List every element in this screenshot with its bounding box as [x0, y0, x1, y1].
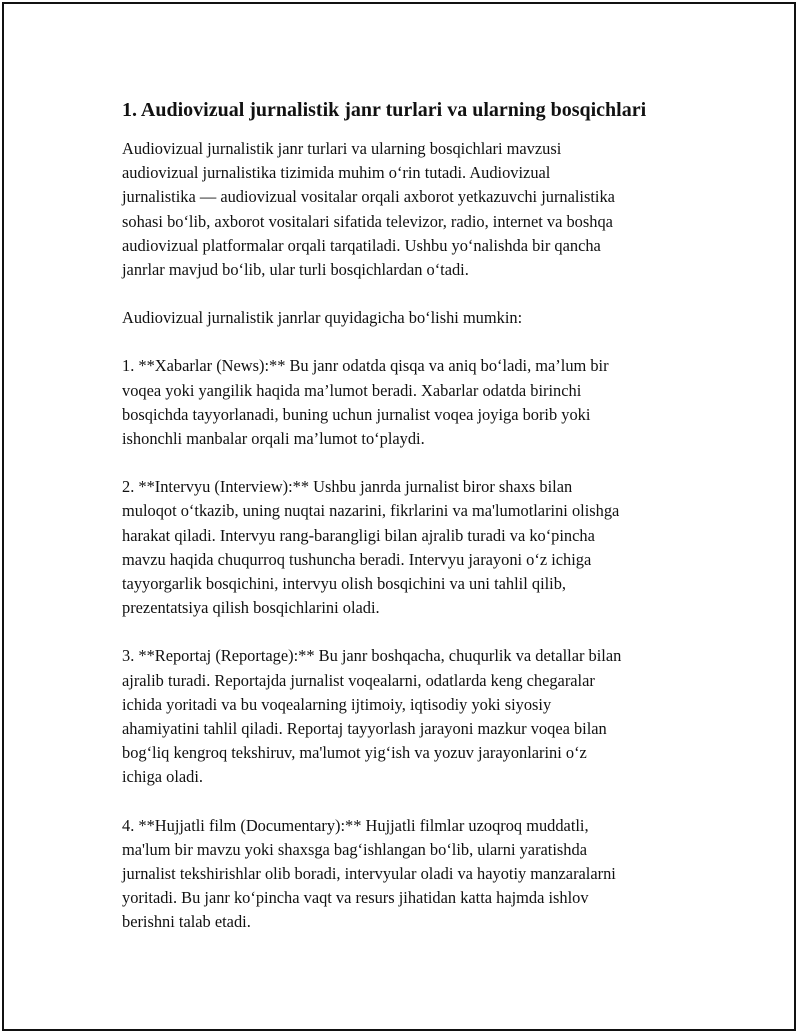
text-line: ajralib turadi. Reportajda jurnalist voqealarni, odatlarda keng chegaralar — [122, 670, 595, 690]
text-line: ishonchli manbalar orqali ma’lumot to‘playdi. — [122, 429, 425, 449]
text-line: prezentatsiya qilish bosqichlarini oladi. — [122, 598, 380, 618]
text-line: ichida yoritadi va bu voqealarning ijtimoiy, iqtisodiy yoki siyosiy — [122, 694, 552, 714]
text-line: bosqichda tayyorlanadi, buning uchun jurnalist voqea joyiga borib yoki — [122, 404, 591, 424]
paragraph-intro — [122, 137, 702, 282]
paragraph-news — [122, 354, 702, 451]
page-frame — [2, 2, 796, 1031]
text-line: ichiga oladi. — [122, 767, 204, 787]
text-line: yoritadi. Bu janr ko‘pincha vaqt va resurs jihatidan katta hajmda ishlov — [122, 888, 589, 908]
text-line: 4. **Hujjatli film (Documentary):** Hujjatli filmlar uzoqroq muddatli, — [122, 815, 589, 835]
text-line: tayyorgarlik bosqichini, intervyu olish bosqichini va uni tahlil qilib, — [122, 574, 567, 594]
paragraph-genre-list-intro — [122, 306, 702, 330]
text-line: 2. **Intervyu (Interview):** Ushbu janrda jurnalist biror shaxs bilan — [122, 477, 573, 497]
text-line: jurnalistika — audiovizual vositalar orqali axborot yetkazuvchi jurnalistika — [122, 187, 615, 207]
text-line: audiovizual platformalar orqali tarqatiladi. Ushbu yo‘nalishda bir qancha — [122, 235, 601, 255]
text-line: sohasi bo‘lib, axborot vositalari sifatida televizor, radio, internet va boshqa — [122, 211, 613, 231]
text-line: ahamiyatini tahlil qiladi. Reportaj tayyorlash jarayoni mazkur voqea bilan — [122, 719, 607, 739]
text-line: harakat qiladi. Intervyu rang-barangligi bilan ajralib turadi va ko‘pincha — [122, 525, 595, 545]
text-line: audiovizual jurnalistika tizimida muhim o‘rin tutadi. Audiovizual — [122, 163, 551, 183]
text-line: 1. **Xabarlar (News):** Bu janr odatda qisqa va aniq bo‘ladi, ma’lum bir — [122, 356, 609, 376]
text-line: jurnalist tekshirishlar olib boradi, intervyular oladi va hayotiy manzaralarni — [122, 864, 616, 884]
document-body — [122, 97, 702, 959]
text-line: janrlar mavjud bo‘lib, ular turli bosqichlardan o‘tadi. — [122, 260, 469, 280]
text-line: voqea yoki yangilik haqida ma’lumot beradi. Xabarlar odatda birinchi — [122, 380, 582, 400]
text-line: ma'lum bir mavzu yoki shaxsga bag‘ishlangan bo‘lib, ularni yaratishda — [122, 839, 587, 859]
text-line: mavzu haqida chuqurroq tushuncha beradi. Intervyu jarayoni o‘z ichiga — [122, 549, 592, 569]
text-line: bog‘liq kengroq tekshiruv, ma'lumot yig‘ish va yozuv jarayonlarini o‘z — [122, 743, 587, 763]
text-line: Audiovizual jurnalistik janrlar quyidagicha bo‘lishi mumkin: — [122, 308, 523, 328]
paragraph-documentary — [122, 814, 702, 935]
paragraph-interview — [122, 475, 702, 620]
text-line: muloqot o‘tkazib, uning nuqtai nazarini, fikrlarini va ma'lumotlarini olishga — [122, 501, 620, 521]
document-title: 1. Audiovizual jurnalistik janr turlari va ularning bosqichlari — [122, 99, 647, 121]
text-line: Audiovizual jurnalistik janr turlari va ularning bosqichlari mavzusi — [122, 139, 562, 158]
text-line: berishni talab etadi. — [122, 912, 251, 932]
paragraph-reportage — [122, 644, 702, 789]
text-line: 3. **Reportaj (Reportage):** Bu janr boshqacha, chuqurlik va detallar bilan — [122, 646, 622, 666]
